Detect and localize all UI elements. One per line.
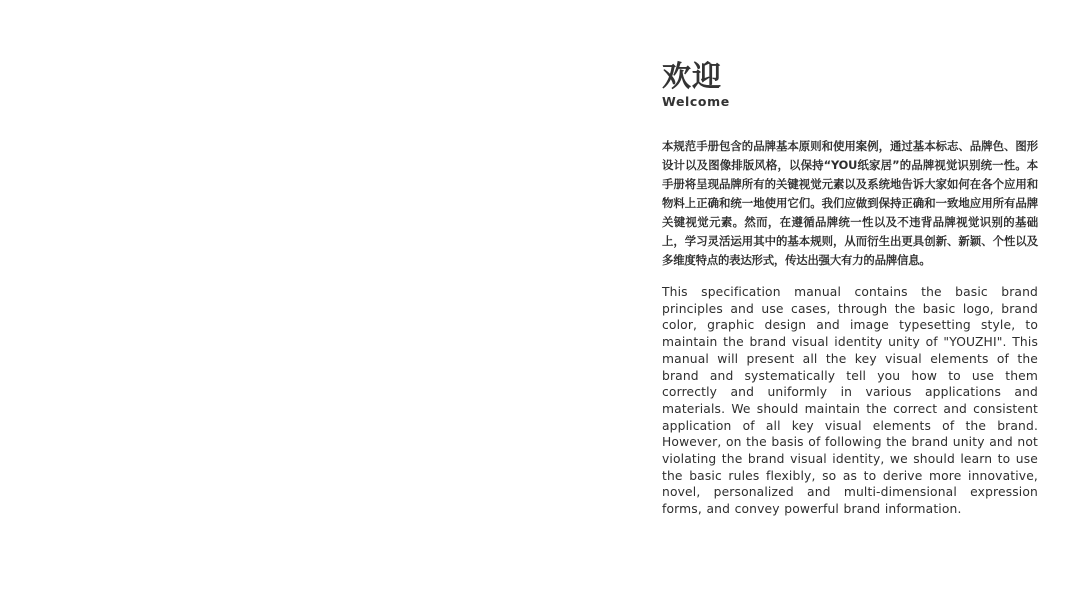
welcome-section [662,58,1038,518]
intro-paragraph-english: This specification manual contains the basic brand principles and use cases, through the basic logo, brand color, graphic design and image typesetting style, to maintain the brand visual identity unity of "YOUZHI". This manual will present all the key visual elements of the brand and systematically tell you how to use them correctly and uniformly in various applications and materials. We should maintain the correct and consistent application of all key visual elements of the brand. However, on the basis of following the brand unity and not violating the brand visual identity, we should learn to use the basic rules flexibly, so as to derive more innovative, novel, personalized and multi-dimensional expression forms, and convey powerful brand information. [662,285,1038,517]
page-subtitle: Welcome [662,94,730,109]
page-title: 欢迎 [662,59,723,93]
intro-paragraph-chinese: 本规范手册包含的品牌基本原则和使用案例，通过基本标志、品牌色、图形设计以及图像排版风格，以保持“YOU纸家居”的品牌视觉识别统一性。本手册将呈现品牌所有的关键视觉元素以及系统地告诉大家如何在各个应用和物料上正确和统一地使用它们。我们应做到保持正确和一致地应用所有品牌关键视觉元素。然而，在遵循品牌统一性以及不违背品牌视觉识别的基础上，学习灵活运用其中的基本规则，从而衍生出更具创新、新颖、个性以及多维度特点的表达形式，传达出强大有力的品牌信息。 [662,139,1038,267]
